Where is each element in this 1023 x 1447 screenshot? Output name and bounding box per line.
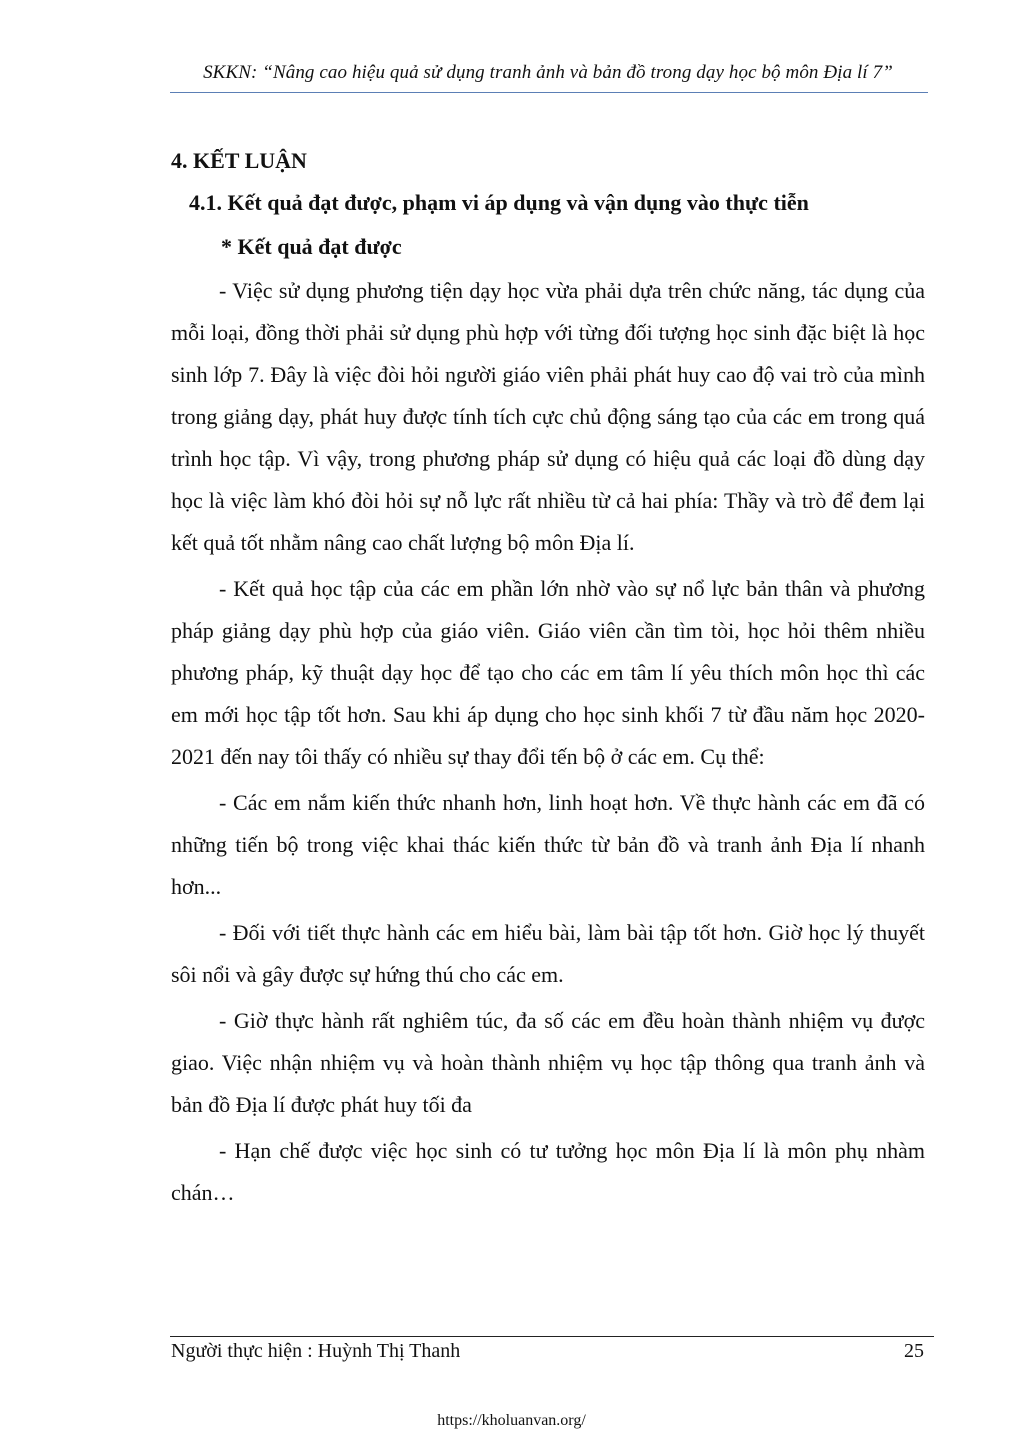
paragraph: - Kết quả học tập của các em phần lớn nhờ vào sự nổ lực bản thân và phương pháp giảng dạy phù hợp của giáo viên. Giáo viên cần tìm tòi, học hỏi thêm nhiều phương pháp, kỹ thuật dạy học để tạo cho các em tâm lí yêu thích môn học thì các em mới học tập tốt hơn. Sau khi áp dụng cho học sinh khối 7 từ đầu năm học 2020-2021 đến nay tôi thấy có nhiều sự thay đổi tến bộ ở các em. Cụ thể: xyxy=(171,576,925,769)
paragraph: - Hạn chế được việc học sinh có tư tưởng học môn Địa lí là môn phụ nhàm chán… xyxy=(171,1138,925,1205)
running-header: SKKN: “Nâng cao hiệu quả sử dụng tranh ảnh và bản đồ trong dạy học bộ môn Địa lí 7” xyxy=(203,62,893,83)
paragraph: - Các em nắm kiến thức nhanh hơn, linh hoạt hơn. Về thực hành các em đã có những tiến bộ trong việc khai thác kiến thức từ bản đồ và tranh ảnh Địa lí nhanh hơn... xyxy=(171,790,925,899)
source-url: https://kholuanvan.org/ xyxy=(437,1412,586,1429)
paragraph: - Đối với tiết thực hành các em hiểu bài, làm bài tập tốt hơn. Giờ học lý thuyết sôi nổi và gây được sự hứng thú cho các em. xyxy=(171,920,925,987)
header-divider xyxy=(170,92,928,93)
subsection-title: 4.1. Kết quả đạt được, phạm vi áp dụng và vận dụng vào thực tiễn xyxy=(189,190,809,215)
section-title: 4. KẾT LUẬN xyxy=(171,148,307,173)
page-number: 25 xyxy=(904,1340,924,1362)
footer-divider xyxy=(170,1336,934,1337)
subheading: * Kết quả đạt được xyxy=(221,234,402,259)
page-body xyxy=(171,140,925,1218)
paragraph: - Việc sử dụng phương tiện dạy học vừa phải dựa trên chức năng, tác dụng của mỗi loại, đồng thời phải sử dụng phù hợp với từng đối tượng học sinh đặc biệt là học sinh lớp 7. Đây là việc đòi hỏi người giáo viên phải phát huy cao độ vai trò của mình trong giảng dạy, phát huy được tính tích cực chủ động sáng tạo của các em trong quá trình học tập. Vì vậy, trong phương pháp sử dụng có hiệu quả các loại đồ dùng dạy học là việc làm khó đòi hỏi sự nỗ lực rất nhiều từ cả hai phía: Thầy và trò để đem lại kết quả tốt nhằm nâng cao chất lượng bộ môn Địa lí. xyxy=(171,278,925,555)
footer-author: Người thực hiện : Huỳnh Thị Thanh xyxy=(171,1340,461,1362)
paragraph: - Giờ thực hành rất nghiêm túc, đa số các em đều hoàn thành nhiệm vụ được giao. Việc nhận nhiệm vụ và hoàn thành nhiệm vụ học tập thông qua tranh ảnh và bản đồ Địa lí được phát huy tối đa xyxy=(171,1008,925,1117)
